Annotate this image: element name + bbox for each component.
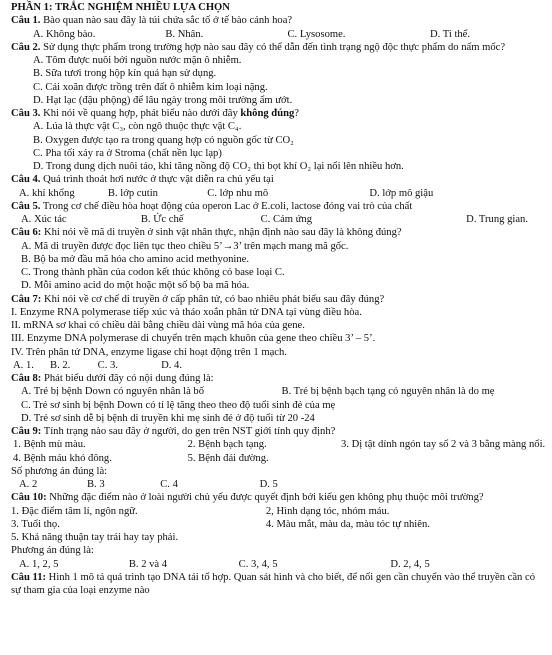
option-d: D. Trung gian. xyxy=(466,214,528,225)
option-d: D. lớp mô giậu xyxy=(369,187,434,199)
option-b: B. Nhân. xyxy=(165,28,204,40)
question-5 xyxy=(11,200,542,213)
option-c: C. 3, 4, 5 xyxy=(238,558,278,570)
question-9-items-row-1 xyxy=(11,438,546,451)
question-9-items-row-2 xyxy=(11,452,542,465)
option-a: A. Mã di truyền được đọc liên tục theo chiều 5’→3’ trên mạch mang mã gốc. xyxy=(21,240,349,252)
item-3: 3. Dị tật dính ngón tay số 2 và 3 bằng màng nối. xyxy=(340,439,546,451)
option-c: C. Cải xoăn được trồng trên đất ô nhiễm kim loại nặng. xyxy=(33,81,268,93)
question-text: Quá trình thoát hơi nước ở thực vật diễn ra chủ yếu tại xyxy=(40,174,274,186)
question-label: Câu 6: xyxy=(11,227,42,239)
option-d: D. Trong dung dịch nuôi tảo, khi tăng nồng độ CO₂ thì bọt khí O₂ lại nổi lên nhiều hơn. xyxy=(33,161,404,172)
question-7 xyxy=(11,293,542,306)
question-emphasis: không đúng xyxy=(240,108,295,119)
option-b: B. Trẻ bị bệnh bạch tạng có nguyên nhân là do mẹ xyxy=(281,386,495,398)
option-a: A. Xúc tác xyxy=(21,214,67,225)
question-6 xyxy=(11,226,542,239)
question-10 xyxy=(11,491,542,504)
question-label: Câu 11: xyxy=(11,571,47,583)
question-1 xyxy=(11,14,542,27)
question-text: Bào quan nào sau đây là túi chứa sắc tố ở tế bào cánh hoa? xyxy=(40,15,293,27)
item-5: 5. Khả năng thuận tay trái hay tay phải. xyxy=(11,532,179,543)
item-1: 1. Đặc điểm tâm lí, ngôn ngữ. xyxy=(11,505,138,517)
question-label: Câu 9: xyxy=(11,426,42,437)
item-2: 2. Bệnh bạch tạng. xyxy=(187,439,267,451)
item-2: 2, Hình dạng tóc, nhóm máu. xyxy=(265,505,390,517)
question-text: Khi nói về mã di truyền ở sinh vật nhân thực, nhận định nào sau đây là không đúng? xyxy=(41,227,402,239)
answer-label: Phương án đúng là: xyxy=(11,545,94,557)
option-b: B. 3 xyxy=(86,479,105,490)
option-d: D. 5 xyxy=(259,479,278,490)
option-a: A. Lúa là thực vật C₃, còn ngô thuộc thực vật C₄. xyxy=(33,121,242,133)
option-c: C. Trẻ sơ sinh bị bệnh Down có tỉ lệ tăng theo theo độ tuổi sinh đẻ của mẹ xyxy=(21,399,336,411)
question-label: Câu 3. xyxy=(11,108,41,119)
option-b: B. Bộ ba mở đầu mã hóa cho amino acid methyonine. xyxy=(21,253,250,265)
option-d: D. 4. xyxy=(161,359,182,371)
option-d: D. Trẻ sơ sinh dễ bị bệnh di truyền khi mẹ sinh đẻ ở độ tuổi từ 20 -24 xyxy=(21,412,315,424)
option-b: B. lớp cutin xyxy=(107,187,158,199)
question-10-items-row-2 xyxy=(11,518,542,531)
item-1: 1. Bệnh mù màu. xyxy=(13,439,86,451)
question-7-options xyxy=(11,359,542,372)
question-text: Sử dụng thực phẩm trong trường hợp nào sau đây có thể dẫn đến tình trạng ngộ độc thực phẩm do nấm mốc? xyxy=(40,41,506,53)
question-text: Hình 1 mô tả quá trình tạo DNA tái tổ hợp. Quan sát hình và cho biết, để nối gen cần chuyển vào thể truyền cần có sự tham gia của loại enzyme nào xyxy=(11,571,535,596)
question-text: Khi nói về cơ chế di truyền ở cấp phân tử, có bao nhiêu phát biểu sau đây đúng? xyxy=(41,293,385,305)
question-label: Câu 4. xyxy=(11,174,41,186)
item-5: 5. Bệnh đái đường. xyxy=(187,452,269,464)
option-b: B. 2 và 4 xyxy=(128,558,168,570)
option-c: C. Trong thành phần của codon kết thúc không có base loại C. xyxy=(21,267,285,278)
option-b: B. Sữa tươi trong hộp kín quá hạn sử dụng. xyxy=(33,68,217,80)
question-9-options xyxy=(11,478,542,491)
question-text: Khi nói về quang hợp, phát biểu nào dưới đây xyxy=(40,108,241,119)
question-text: Trong cơ chế điều hòa hoạt động của operon Lac ở E.coli, lactose đóng vai trò của chất xyxy=(40,200,413,212)
question-label: Câu 7: xyxy=(11,293,42,305)
option-d: D. Ti thể. xyxy=(430,28,471,40)
option-a: A. 1. xyxy=(13,359,34,371)
option-b: B. Ức chế xyxy=(140,214,184,225)
option-c: C. lớp nhu mô xyxy=(207,187,269,199)
option-a: A. Không bào. xyxy=(33,28,96,40)
option-a: A. Trẻ bị bệnh Down có nguyên nhân là bố xyxy=(21,386,205,398)
statement-4: IV. Trên phân tử DNA, enzyme ligase chỉ hoạt động trên 1 mạch. xyxy=(11,346,287,358)
option-c: C. Cảm ứng xyxy=(260,214,313,225)
option-a: A. khí khổng xyxy=(19,187,75,199)
section-title: PHẦN 1: TRẮC NGHIỆM NHIỀU LỰA CHỌN xyxy=(11,2,230,13)
question-1-options xyxy=(11,28,542,41)
option-d: D. 2, 4, 5 xyxy=(390,558,430,570)
answer-label: Số phương án đúng là: xyxy=(11,465,108,477)
question-text: Những đặc điểm nào ở loài người chủ yếu được quyết định bởi kiểu gen không phụ thuộc môi trường? xyxy=(46,492,484,504)
item-3: 3. Tuổi thọ. xyxy=(11,518,60,530)
question-text: Tính trạng nào sau đây ở người, do gen trên NST giới tính quy định? xyxy=(41,426,336,437)
question-3 xyxy=(11,107,542,120)
option-c: C. Lysosome. xyxy=(287,28,346,40)
question-8 xyxy=(11,372,542,385)
option-b: B. Oxygen được tạo ra trong quang hợp có nguồn gốc từ CO₂ xyxy=(33,134,294,146)
question-label: Câu 5. xyxy=(11,200,41,212)
question-label: Câu 2. xyxy=(11,41,41,53)
option-a: A. 1, 2, 5 xyxy=(19,558,59,570)
option-c: C. 3. xyxy=(97,359,118,371)
question-2 xyxy=(11,41,542,54)
question-label: Câu 1. xyxy=(11,15,41,27)
item-4: 4. Bệnh máu khó đông. xyxy=(13,452,112,464)
question-10-items-row-1 xyxy=(11,505,542,518)
option-b: B. 2. xyxy=(50,359,71,371)
option-a: A. Tôm được nuôi bởi nguồn nước mặn ô nhiễm. xyxy=(33,55,242,66)
question-4 xyxy=(11,173,542,186)
question-9 xyxy=(11,425,542,438)
option-c: C. Pha tối xảy ra ở Stroma (chất nền lục lạp) xyxy=(33,147,222,159)
question-tail: ? xyxy=(294,108,299,119)
item-4: 4. Màu mắt, màu da, màu tóc tự nhiên. xyxy=(265,518,430,530)
question-label: Câu 10: xyxy=(11,492,47,504)
statement-3: III. Enzyme DNA polymerase di chuyển trên mạch khuôn của gene theo chiều 3’ – 5’. xyxy=(11,333,376,345)
question-8-options-row xyxy=(11,385,542,398)
option-c: C. 4 xyxy=(160,479,178,490)
question-text: Phát biểu dưới đây có nội dung đúng là: xyxy=(41,373,214,384)
option-a: A. 2 xyxy=(19,479,38,490)
question-10-options xyxy=(11,558,542,571)
question-11 xyxy=(11,571,542,598)
statement-1: I. Enzyme RNA polymerase tiếp xúc và tháo xoắn phân tử DNA tại vùng điều hòa. xyxy=(11,306,362,318)
statement-2: II. mRNA sơ khai có chiều dài bằng chiều dài vùng mã hóa của gene. xyxy=(11,320,305,331)
option-d: D. Mỗi amino acid do một hoặc một số bộ ba mã hóa. xyxy=(21,280,250,292)
option-d: D. Hạt lạc (đậu phộng) để lâu ngày trong môi trường ẩm ướt. xyxy=(33,94,293,106)
question-4-options xyxy=(11,187,542,200)
question-label: Câu 8: xyxy=(11,373,42,384)
question-5-options xyxy=(11,213,542,226)
